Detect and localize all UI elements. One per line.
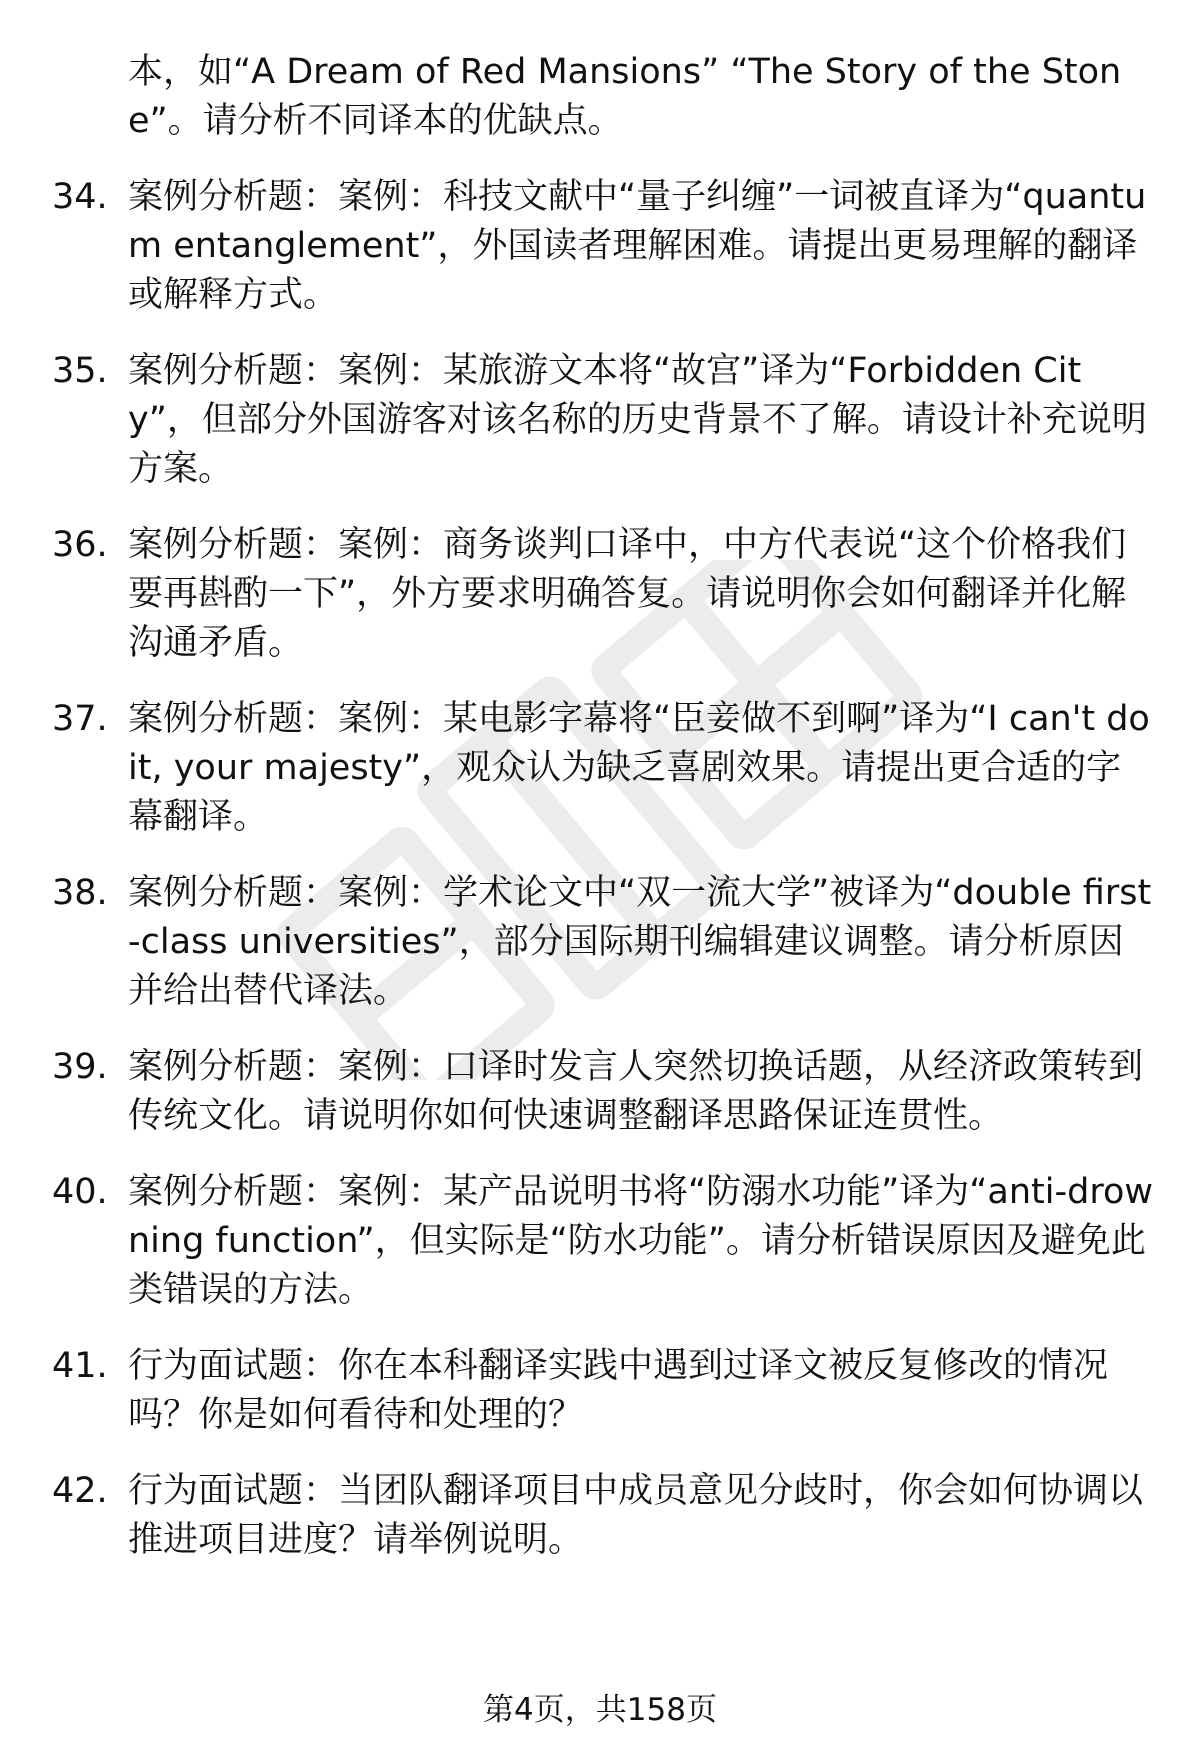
question-number: 41.: [52, 1346, 108, 1386]
question-item-40: [0, 1168, 1153, 1315]
question-number: 37.: [52, 699, 108, 739]
question-item-39: [0, 1043, 1153, 1141]
question-text: 案例分析题：案例：学术论文中“双一流大学”被译为“double first-class universities”，部分国际期刊编辑建议调整。请分析原因并给出替代译法。: [128, 873, 1152, 1011]
question-number: 39.: [52, 1047, 108, 1087]
question-number: 40.: [52, 1172, 108, 1212]
question-text: 案例分析题：案例：某旅游文本将“故宫”译为“Forbidden City”，但部分外国游客对该名称的历史背景不了解。请设计补充说明方案。: [128, 351, 1147, 489]
question-number: 38.: [52, 873, 108, 913]
question-number: 34.: [52, 177, 108, 217]
question-text: 行为面试题：你在本科翻译实践中遇到过译文被反复修改的情况吗？你是如何看待和处理的？: [128, 1346, 1109, 1435]
question-item-37: [0, 695, 1153, 842]
question-item-35: [0, 347, 1153, 494]
continuation-text: 本，如“A Dream of Red Mansions” “The Story of the Stone”。请分析不同译本的优缺点。: [128, 52, 1122, 141]
question-text: 案例分析题：案例：商务谈判口译中，中方代表说“这个价格我们要再斟酌一下”，外方要求明确答复。请说明你会如何翻译并化解沟通矛盾。: [128, 525, 1127, 663]
page-footer: [0, 1690, 1200, 1730]
question-item-38: [0, 869, 1153, 1016]
question-item-34: [0, 173, 1153, 320]
question-text: 案例分析题：案例：某电影字幕将“臣妾做不到啊”译为“I can't do it, your majesty”，观众认为缺乏喜剧效果。请提出更合适的字幕翻译。: [128, 699, 1150, 837]
document-body: [0, 48, 1200, 1592]
continuation-paragraph: [128, 48, 1153, 146]
question-item-36: [0, 521, 1153, 668]
question-number: 35.: [52, 351, 108, 391]
question-text: 案例分析题：案例：口译时发言人突然切换话题，从经济政策转到传统文化。请说明你如何快速调整翻译思路保证连贯性。: [128, 1047, 1144, 1136]
question-item-41: [0, 1342, 1153, 1440]
question-text: 案例分析题：案例：科技文献中“量子纠缠”一词被直译为“quantum entanglement”，外国读者理解困难。请提出更易理解的翻译或解释方式。: [128, 177, 1147, 315]
question-text: 行为面试题：当团队翻译项目中成员意见分歧时，你会如何协调以推进项目进度？请举例说明。: [128, 1471, 1144, 1560]
question-number: 36.: [52, 525, 108, 565]
page-indicator: 第4页，共158页: [483, 1692, 717, 1728]
question-number: 42.: [52, 1471, 108, 1511]
question-item-42: [0, 1467, 1153, 1565]
question-text: 案例分析题：案例：某产品说明书将“防溺水功能”译为“anti-drowning function”，但实际是“防水功能”。请分析错误原因及避免此类错误的方法。: [128, 1172, 1153, 1310]
